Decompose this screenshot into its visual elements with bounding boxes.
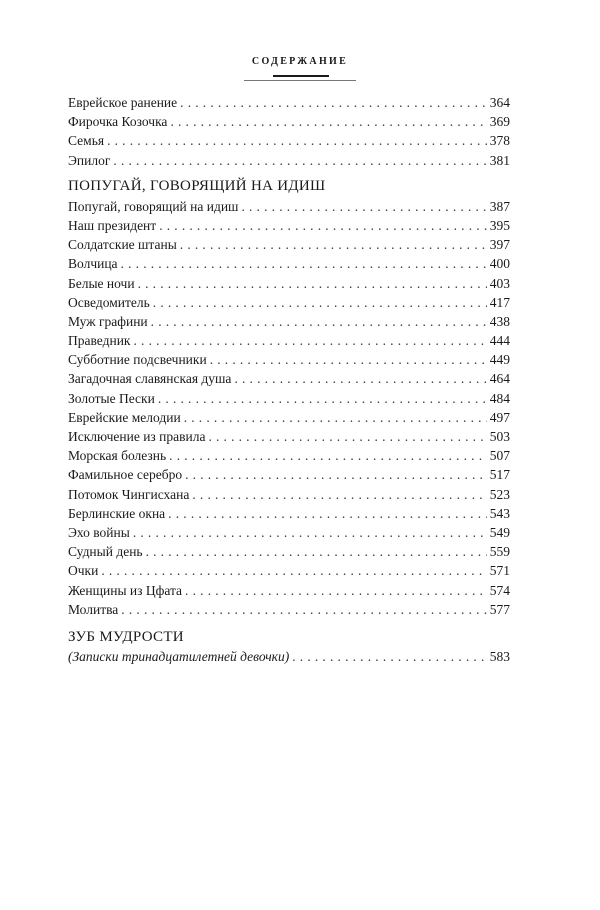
toc-entry [68, 331, 510, 350]
toc-entry-title: Молитва [68, 601, 119, 617]
toc-entry-title: Еврейские мелодии [68, 409, 181, 425]
toc-entry-title: Женщины из Цфата [68, 582, 183, 598]
toc-entry-title: Потомок Чингисхана [68, 486, 190, 502]
toc-entry-title: Муж графини [68, 313, 148, 329]
table-of-contents [68, 93, 510, 666]
section-heading: ЗУБ МУДРОСТИ [68, 628, 184, 645]
toc-entry-title: Эпилог [68, 152, 111, 168]
page-header-title: СОДЕРЖАНИЕ [251, 56, 349, 67]
toc-entry [68, 350, 510, 369]
toc-entry-title: Субботние подсвечники [68, 352, 207, 368]
dot-leader [146, 542, 487, 561]
toc-entry [68, 600, 510, 619]
toc-entry-page-number: 395 [489, 217, 510, 233]
toc-entry-page-number: 571 [489, 563, 510, 579]
toc-entry [68, 389, 510, 408]
toc-entry-page-number: 364 [489, 95, 510, 110]
toc-entry-page-number: 497 [489, 409, 510, 425]
header-rule-thin [244, 80, 356, 81]
toc-entry-page-number: 464 [489, 371, 510, 387]
dot-leader [234, 369, 486, 388]
dot-leader [292, 647, 487, 666]
toc-entry-page-number: 417 [489, 294, 510, 310]
toc-entry [68, 523, 510, 542]
toc-entry-title: Еврейское ранение [68, 95, 178, 110]
dot-leader [133, 331, 486, 350]
toc-entry-page-number: 517 [489, 467, 510, 483]
toc-entry-title: Золотые Пески [68, 390, 155, 406]
toc-entry-title: (Записки тринадцатилетней девочки) [68, 648, 290, 664]
dot-leader [185, 581, 487, 600]
toc-entry-page-number: 381 [489, 152, 510, 168]
dot-leader [138, 274, 487, 293]
dot-leader [170, 112, 486, 131]
toc-entry [68, 131, 510, 150]
dot-leader [101, 561, 486, 580]
toc-entry [68, 504, 510, 523]
toc-entry [68, 312, 510, 331]
toc-entry-page-number: 503 [489, 429, 510, 444]
toc-entry [68, 581, 510, 600]
dot-leader [158, 389, 487, 408]
toc-entry-page-number: 543 [489, 505, 510, 521]
dot-leader [107, 131, 487, 150]
toc-entry [68, 93, 510, 112]
dot-leader [121, 254, 487, 273]
toc-entry-page-number: 444 [489, 333, 510, 349]
toc-entry-title: Фирочка Козочка [68, 114, 168, 130]
toc-entry-page-number: 387 [489, 198, 510, 214]
toc-entry-page-number: 523 [489, 486, 510, 502]
toc-entry-title: Праведник [68, 333, 131, 349]
toc-entry [68, 274, 510, 293]
dot-leader [168, 504, 487, 523]
dot-leader [184, 408, 487, 427]
toc-entry [68, 561, 510, 580]
toc-entry-title: Загадочная славянская душа [68, 371, 232, 387]
toc-entry-page-number: 403 [489, 275, 510, 291]
dot-leader [185, 465, 487, 484]
toc-entry [68, 369, 510, 388]
toc-entry-page-number: 400 [489, 256, 510, 272]
toc-entry [68, 254, 510, 273]
dot-leader [133, 523, 487, 542]
dot-leader [159, 216, 487, 235]
dot-leader [151, 312, 487, 331]
toc-entry [68, 542, 510, 561]
toc-entry [68, 151, 510, 170]
toc-entry-title: Осведомитель [68, 294, 150, 310]
toc-entry-title: Эхо войны [68, 524, 130, 540]
toc-entry [68, 197, 510, 216]
dot-leader [113, 151, 486, 170]
toc-entry-page-number: 397 [489, 237, 510, 253]
toc-entry-page-number: 449 [489, 352, 510, 368]
toc-entry-page-number: 369 [489, 114, 510, 130]
toc-entry-page-number: 583 [489, 648, 510, 664]
toc-entry-page-number: 559 [489, 544, 510, 560]
toc-entry [68, 293, 510, 312]
section-heading: ПОПУГАЙ, ГОВОРЯЩИЙ НА ИДИШ [68, 177, 326, 194]
toc-entry [68, 427, 510, 446]
toc-entry-page-number: 577 [489, 601, 510, 617]
toc-entry-title: Фамильное серебро [68, 467, 183, 483]
toc-entry-page-number: 484 [489, 390, 510, 406]
toc-entry [68, 446, 510, 465]
toc-entry-title: Берлинские окна [68, 505, 166, 521]
toc-entry-title: Наш президент [68, 217, 157, 233]
toc-entry [68, 408, 510, 427]
toc-entry-page-number: 574 [489, 582, 510, 598]
toc-entry-title: Солдатские штаны [68, 237, 177, 253]
toc-entry-title: Очки [68, 563, 99, 579]
dot-leader [169, 446, 487, 465]
toc-entry-title: Морская болезнь [68, 448, 167, 464]
header-rule-thick [273, 75, 329, 77]
dot-leader [180, 93, 487, 112]
toc-entry [68, 485, 510, 504]
toc-entry-title: Белые ночи [68, 275, 135, 291]
toc-entry-title: Исключение из правила [68, 429, 206, 444]
toc-entry-title: Судный день [68, 544, 143, 560]
dot-leader [121, 600, 486, 619]
toc-entry-title: Волчица [68, 256, 118, 272]
toc-entry-page-number: 378 [489, 133, 510, 149]
toc-entry [68, 465, 510, 484]
dot-leader [153, 293, 487, 312]
toc-entry-page-number: 549 [489, 524, 510, 540]
toc-entry [68, 647, 510, 666]
toc-entry-title: Попугай, говорящий на идиш [68, 198, 239, 214]
dot-leader [210, 350, 487, 369]
toc-entry [68, 112, 510, 131]
toc-entry-page-number: 438 [489, 313, 510, 329]
dot-leader [180, 235, 487, 254]
dot-leader [192, 485, 486, 504]
dot-leader [208, 427, 486, 446]
dot-leader [241, 197, 486, 216]
toc-entry-page-number: 507 [489, 448, 510, 464]
toc-entry [68, 235, 510, 254]
toc-entry-title: Семья [68, 133, 105, 149]
toc-entry [68, 216, 510, 235]
